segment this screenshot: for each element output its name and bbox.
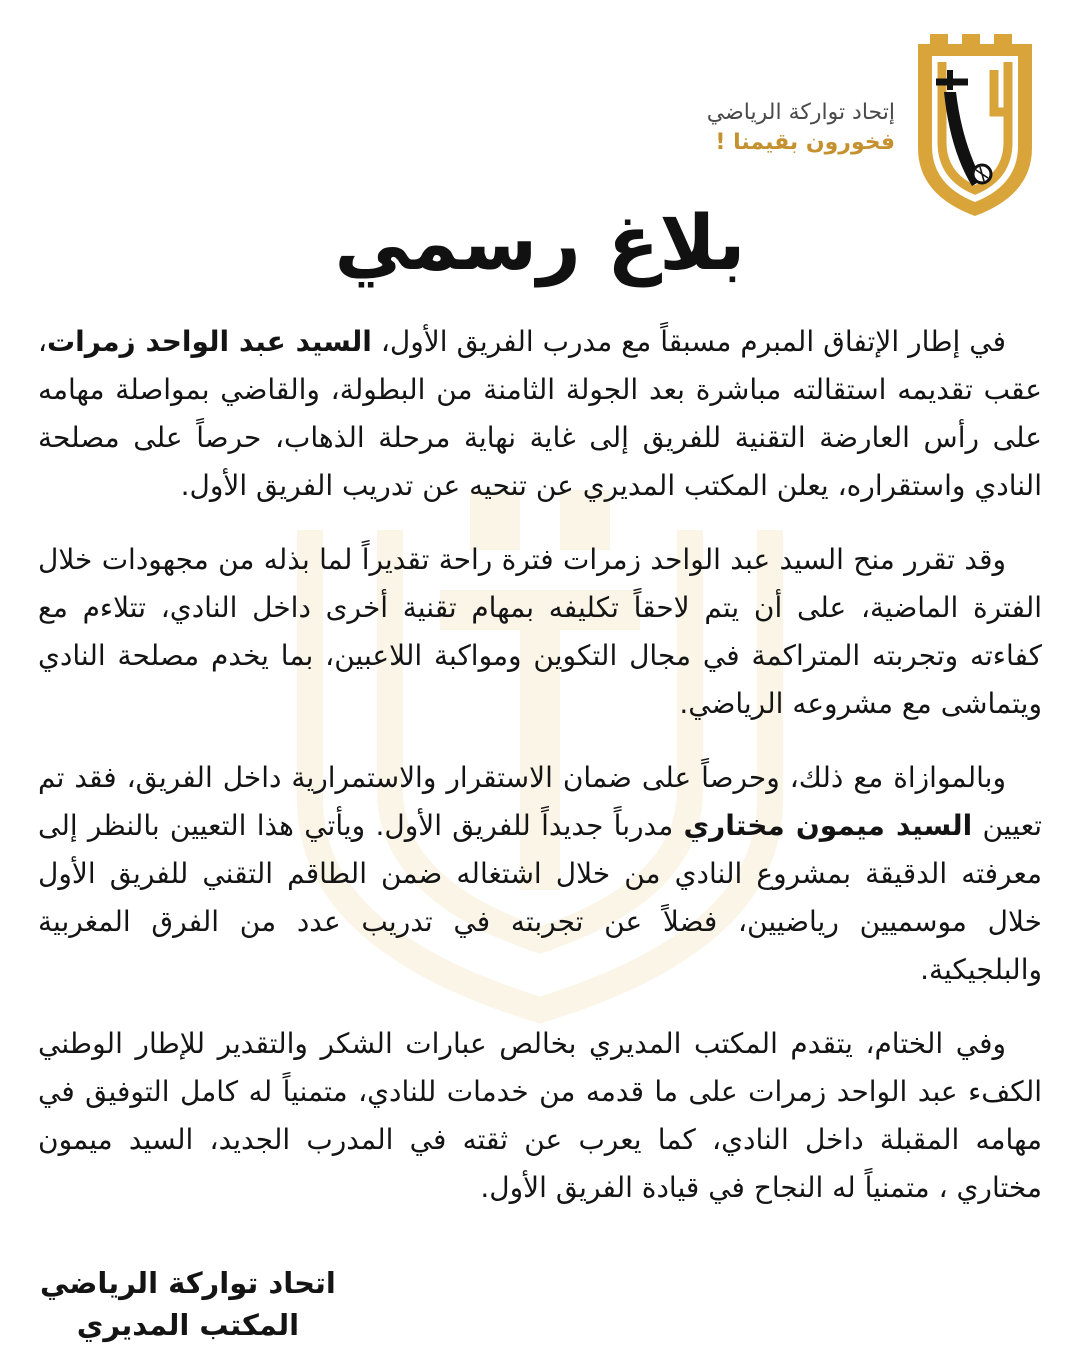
signature-office: المكتب المديري xyxy=(76,1308,300,1342)
signature-club: اتحاد تواركة الرياضي xyxy=(40,1266,336,1300)
page-title: بلاغ رسمي xyxy=(334,198,746,287)
paragraph-3-rest: مدرباً جديداً للفريق الأول. ويأتي هذا التعيين بالنظر إلى معرفته الدقيقة بمشروع النادي من خلال اشتغاله ضمن الطاقم التقني للفريق الأول خلال موسميين رياضيين، فضلاً عن تجربته في تدريب عدد من الفرق المغربية والبلجيكية. xyxy=(38,809,1042,986)
paragraph-1-rest: ، عقب تقديمه استقالته مباشرة بعد الجولة الثامنة من البطولة، والقاضي بمواصلة مهامه على رأس العارضة التقنية للفريق إلى غاية نهاية مرحلة الذهاب، حرصاً على مصلحة النادي واستقراره، يعلن المكتب المديري عن تنحيه عن تدريب الفريق الأول. xyxy=(38,325,1042,502)
paragraph-2: وقد تقرر منح السيد عبد الواحد زمرات فترة راحة تقديراً لما بذله من مجهودات خلال الفترة الماضية، على أن يتم لاحقاً تكليفه بمهام تقنية أخرى داخل النادي، تتلاءم مع كفاءته وتجربته المتراكمة في مجال التكوين ومواكبة اللاعبين، بما يخدم مصلحة النادي ويتماشى مع مشروعه الرياضي. xyxy=(38,543,1042,720)
brand-name: إتحاد تواركة الرياضي xyxy=(706,100,895,125)
paragraph-3-intro: وبالموازاة مع ذلك، وحرصاً على ضمان الاستقرار والاستمرارية داخل الفريق، فقد تم تعيين xyxy=(38,761,1042,842)
coach-name-new: السيد ميمون مختاري xyxy=(683,809,973,842)
paragraph-1 xyxy=(38,318,1042,510)
coach-name-former: السيد عبد الواحد زمرات xyxy=(47,325,372,358)
paragraph-3 xyxy=(38,754,1042,994)
paragraph-1-intro: في إطار الإتفاق المبرم مسبقاً مع مدرب الفريق الأول، xyxy=(371,325,1007,358)
signature-block xyxy=(40,1262,336,1346)
statement-body xyxy=(38,318,1042,1238)
brand-block xyxy=(707,98,895,158)
brand-slogan: فخورون بقيمنا ! xyxy=(715,130,895,155)
paragraph-4: وفي الختام، يتقدم المكتب المديري بخالص عبارات الشكر والتقدير للإطار الوطني الكفء عبد الواحد زمرات على ما قدمه من خدمات للنادي، متمنياً له كامل التوفيق في مهامه المقبلة داخل النادي، كما يعرب عن ثقته في المدرب الجديد، السيد ميمون مختاري ، متمنياً له النجاح في قيادة الفريق الأول. xyxy=(38,1027,1042,1204)
